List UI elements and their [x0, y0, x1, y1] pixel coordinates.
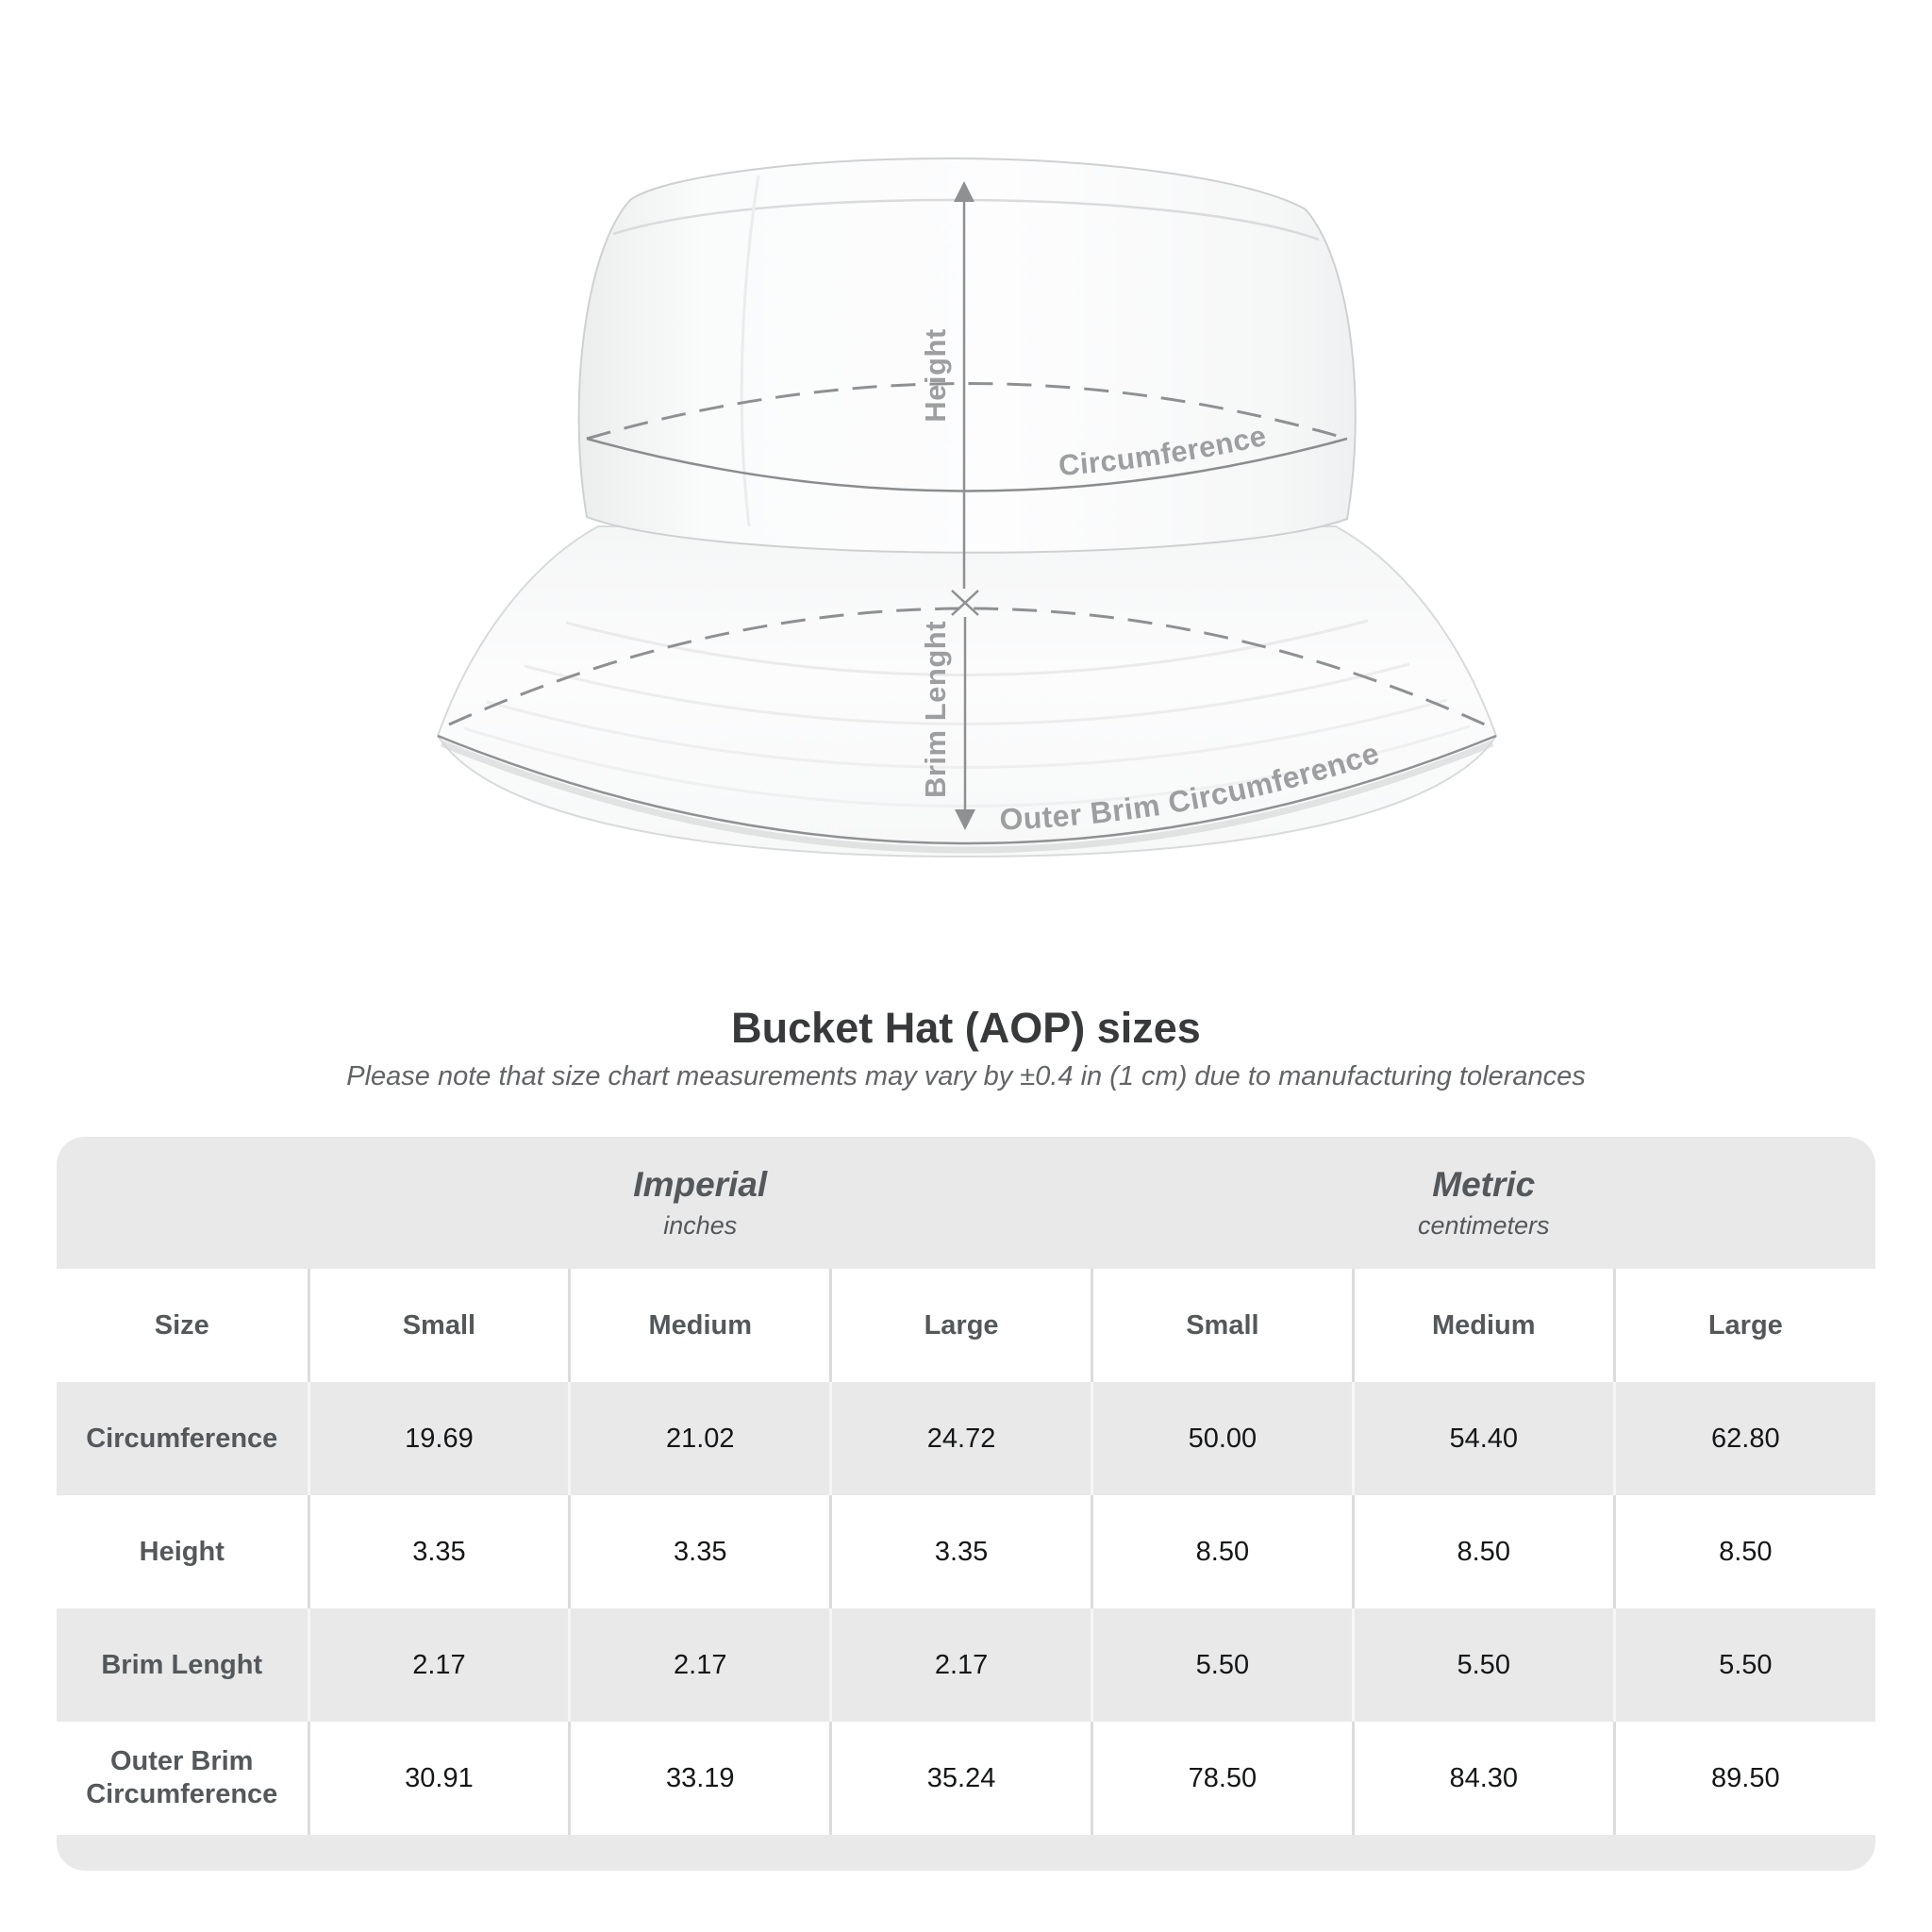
page-title: Bucket Hat (AOP) sizes [731, 1004, 1201, 1052]
col-header-large-metric: Large [1614, 1269, 1875, 1382]
brim-length-label: Brim Lenght [919, 620, 952, 799]
table-header-row [57, 1269, 1875, 1382]
cell-value: 8.50 [1091, 1495, 1353, 1608]
cell-value: 3.35 [308, 1495, 570, 1608]
cell-value: 84.30 [1353, 1722, 1614, 1835]
size-chart [57, 1137, 1875, 1871]
unit-group-metric [1092, 1166, 1876, 1240]
row-label: Outer Brim Circumference [86, 1746, 278, 1809]
cell-value: 5.50 [1091, 1608, 1353, 1722]
hat-crown [579, 158, 1356, 553]
cell-value: 8.50 [1353, 1495, 1614, 1608]
row-label: Height [139, 1536, 225, 1567]
cell-value: 8.50 [1614, 1495, 1875, 1608]
cell-value: 62.80 [1614, 1382, 1875, 1495]
metric-label: Metric [1432, 1165, 1536, 1204]
col-header-size: Size [154, 1309, 209, 1341]
tolerance-note: Please note that size chart measurements may vary by ±0.4 in (1 cm) due to manufacturing tolerances [346, 1061, 1586, 1091]
col-header-small-metric: Small [1091, 1269, 1353, 1382]
table-footer-band [57, 1835, 1875, 1871]
row-label: Brim Lenght [101, 1649, 263, 1680]
cell-value: 89.50 [1614, 1722, 1875, 1835]
cell-value: 2.17 [570, 1608, 831, 1722]
table-row-outer-brim [57, 1722, 1875, 1835]
cell-value: 5.50 [1614, 1608, 1875, 1722]
hat-brim [438, 526, 1496, 857]
table-row-circumference [57, 1382, 1875, 1495]
metric-unit: centimeters [1417, 1211, 1550, 1240]
imperial-label: Imperial [633, 1165, 768, 1204]
circumference-label: Circumference [1057, 418, 1270, 482]
outer-brim-label: Outer Brim Circumference [998, 735, 1384, 837]
cell-value: 19.69 [308, 1382, 570, 1495]
cell-value: 3.35 [831, 1495, 1092, 1608]
unit-group-imperial [308, 1166, 1092, 1240]
cell-value: 2.17 [831, 1608, 1092, 1722]
cell-value: 30.91 [308, 1722, 570, 1835]
cell-value: 33.19 [570, 1722, 831, 1835]
hat-illustration [0, 0, 1932, 953]
crown-shape [579, 158, 1356, 553]
cell-value: 5.50 [1353, 1608, 1614, 1722]
col-header-medium-metric: Medium [1353, 1269, 1614, 1382]
size-table [57, 1269, 1875, 1835]
height-label: Height [919, 328, 952, 423]
cell-value: 35.24 [831, 1722, 1092, 1835]
cell-value: 2.17 [308, 1608, 570, 1722]
units-header-band [57, 1137, 1875, 1269]
bucket-hat-diagram [0, 0, 1932, 953]
table-row-brim-length [57, 1608, 1875, 1722]
col-header-small-imperial: Small [308, 1269, 570, 1382]
imperial-unit: inches [663, 1211, 738, 1240]
cell-value: 24.72 [831, 1382, 1092, 1495]
cell-value: 54.40 [1353, 1382, 1614, 1495]
cell-value: 78.50 [1091, 1722, 1353, 1835]
table-row-height [57, 1495, 1875, 1608]
col-header-large-imperial: Large [831, 1269, 1092, 1382]
cell-value: 3.35 [570, 1495, 831, 1608]
cell-value: 50.00 [1091, 1382, 1353, 1495]
col-header-medium-imperial: Medium [570, 1269, 831, 1382]
row-label: Circumference [86, 1423, 278, 1454]
cell-value: 21.02 [570, 1382, 831, 1495]
